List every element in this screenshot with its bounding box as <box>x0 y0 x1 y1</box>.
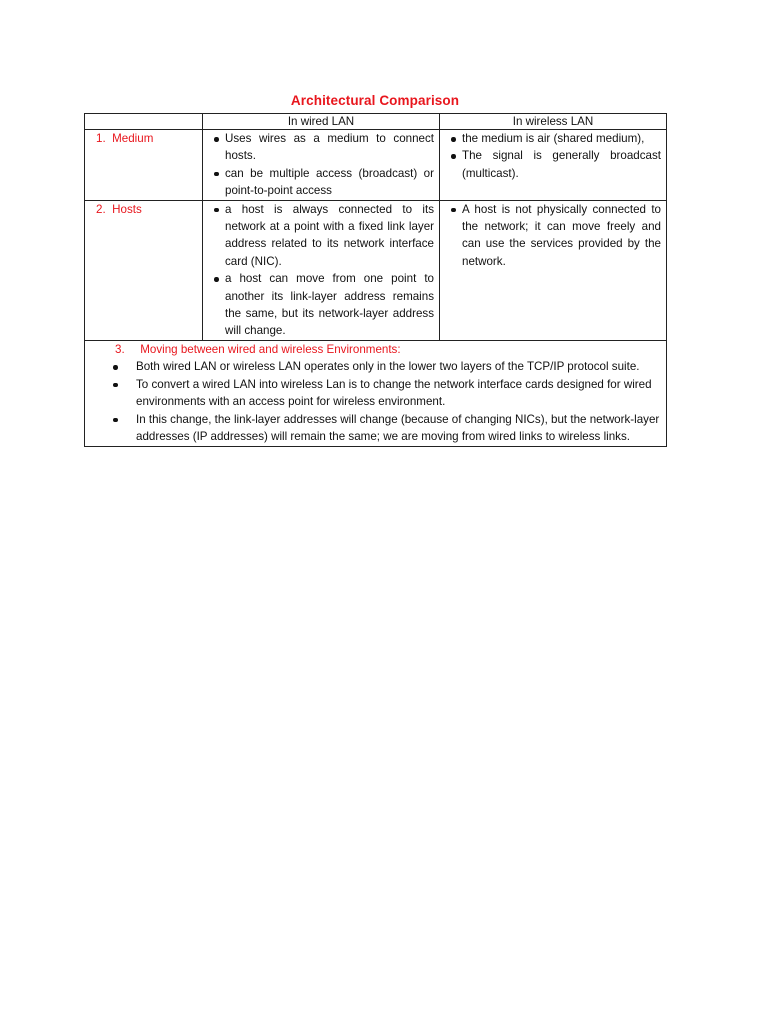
comparison-table <box>84 113 667 447</box>
row-label-medium <box>85 130 203 201</box>
section3-heading <box>85 341 666 358</box>
list-item: In this change, the link-layer addresses will change (because of changing NICs), but the network-layer addresses (IP addresses) will remain the same; we are moving from wired links to wireless links. <box>85 411 662 446</box>
list-item: the medium is air (shared medium), <box>440 130 661 147</box>
cell-wired-hosts <box>203 200 440 340</box>
header-wired-lan: In wired LAN <box>203 114 440 130</box>
list-item: Uses wires as a medium to connect hosts. <box>203 130 434 165</box>
list-item: The signal is generally broadcast (multicast). <box>440 147 661 182</box>
table-row-medium <box>85 130 667 201</box>
cell-wireless-medium <box>440 130 667 201</box>
header-empty <box>85 114 203 130</box>
row-number: 1. <box>96 132 106 145</box>
list-item: a host is always connected to its network at a point with a fixed link layer address related to its network interface card (NIC). <box>203 201 434 271</box>
list-item: a host can move from one point to another its link-layer address remains the same, but its network-layer address will change. <box>203 270 434 340</box>
section3-cell <box>85 340 667 446</box>
list-item: Both wired LAN or wireless LAN operates only in the lower two layers of the TCP/IP protocol suite. <box>85 358 662 375</box>
section3-number: 3. <box>115 342 125 356</box>
section3-title: Moving between wired and wireless Environments: <box>140 342 401 356</box>
list-item: can be multiple access (broadcast) or point-to-point access <box>203 165 434 200</box>
document-title: Architectural Comparison <box>290 93 460 108</box>
row-label: Medium <box>112 132 154 145</box>
cell-wired-medium <box>203 130 440 201</box>
header-wireless-lan: In wireless LAN <box>440 114 667 130</box>
row-label-hosts <box>85 200 203 340</box>
cell-wireless-hosts <box>440 200 667 340</box>
table-row-section3 <box>85 340 667 446</box>
list-item: To convert a wired LAN into wireless Lan is to change the network interface cards designed for wired environments with an access point for wireless environment. <box>85 376 662 411</box>
list-item: A host is not physically connected to the network; it can move freely and can use the services provided by the network. <box>440 201 661 271</box>
row-label: Hosts <box>112 202 142 216</box>
row-number: 2. <box>96 202 106 216</box>
table-header-row <box>85 114 667 130</box>
table-row-hosts <box>85 200 667 340</box>
